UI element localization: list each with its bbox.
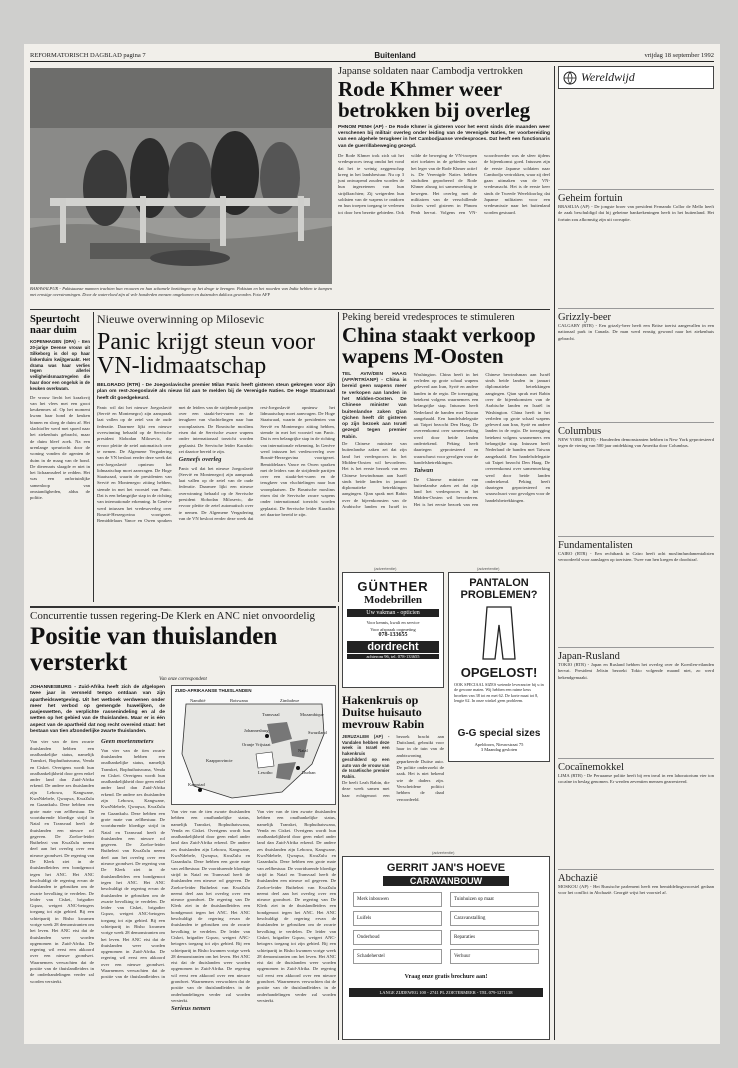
ad-solved: OPGELOST! [460, 665, 538, 680]
speurtocht-headline: Speurtocht naar duim [30, 314, 80, 336]
sidebar-item-body: LIMA (RTR) - De Peruaanse politie heeft bij een inval in een laboratorium vier ton cocaïne in beslag genomen. Er werden zeventien mensen gearresteerd. [558, 773, 714, 785]
sidebar-item-body: BRASILIA (AP) - De jongste broer van president Fernando Collor de Mello heeft de zaak beschuldigd dat hij geheime bankrekeningen heeft in het buitenland. Het fortuin zou afkomstig zijn uit corruptie. [558, 204, 714, 222]
sidebar-title: Wereldwijd [581, 70, 635, 84]
map-label: Lesotho [258, 770, 273, 775]
ad-item: Onderhoud [353, 930, 442, 945]
milosevic-article [97, 312, 335, 602]
sidebar-item [558, 422, 714, 532]
ad-town: dordrecht [347, 641, 439, 653]
flood-photo [30, 68, 332, 284]
sidebar-item-title: Columbus [558, 422, 714, 437]
speurtocht-intro: KOPENHAGEN (DPA) - Een 20-jarige Deense vrouw uit Silkeborg is dol op haar linkerduim kwijtgeraakt. Het drama was haar verlies tegen allerlei veiligheidsmaatregelen die haar door een ongeluk in de keuken overkwam. [30, 339, 90, 391]
ad-brand: GÜNTHER [357, 579, 429, 594]
photo-credit: Foto AFP [252, 291, 270, 297]
khmer-article [338, 66, 550, 306]
map-label: Botswana [230, 698, 248, 703]
ad-item: Schadeherstel [353, 949, 442, 964]
sidebar-item-title: Fundamentalisten [558, 536, 714, 551]
sidebar-item-body: TOKIO (RTR) - Japan en Rusland hebben het overleg over de Koerilen-eilanden hervat. President Jeltsin bezoekt Tokio volgende maand niet, zo werd bekendgemaakt. [558, 662, 714, 680]
milosevic-body: Panic wil dat het nieuwe Joegoslavië (Servië en Montenegro) zijn aanspraak laat vallen op de zetel van de oude federatie. Daarmee lijkt een nieuwe overwinning behaald op de Servische president Slobodan Milosevic, die ervoor pleitte de zetel automatisch over te nemen. De Algemene Vergadering van de VN besloot eerder deze week dat rest-Joegoslavië opnieuw het lidmaatschap moet aanvragen. De Hoge Staatsraad, waarin de presidenten van Servië en Montenegro zitting hebben, stemde in met het voorstel van Panic. Dat is een belangrijke stap in de richting van internationale erkenning. In Genève werd intussen het vredesoverleg over Bosnië-Herzegovina voortgezet. Bemiddelaars Vance en Owen spraken met de leiders van de strijdende partijen over een staakt-het-vuren en de terugkeer van vluchtelingen naar hun woonplaatsen. De Bosnische moslims eisen dat de Servische zware wapens onder internationaal toezicht worden geplaatst. De Servische leider Karadzic zei daartoe bereid te zijn. Geneefs overleg Panic wil dat het nieuwe Joegoslavië (Servië en Montenegro) zijn aanspraak laat vallen op de zetel van de oude federatie. Daarmee lijkt een nieuwe overwinning behaald op de Servische president Slobodan Milosevic, die ervoor pleitte de zetel automatisch over te nemen. De Algemene Vergadering van de VN besloot eerder deze week dat rest-Joegoslavië opnieuw het lidmaatschap moet aanvragen. De Hoge Staatsraad, waarin de presidenten van Servië en Montenegro zitting hebben, stemde in met het voorstel van Panic. Dat is een belangrijke stap in de richting van internationale erkenning. In Genève werd intussen het vredesoverleg over Bosnië-Herzegovina voortgezet. Bemiddelaars Vance en Owen spraken met de leiders van de strijdende partijen over een staakt-het-vuren en de terugkeer van vluchtelingen naar hun woonplaatsen. De Bosnische moslims eisen dat de Servische zware wapens onder internationaal toezicht worden geplaatst. De Servische leider Karadzic zei daartoe bereid te zijn. [97, 404, 335, 524]
rabin-article [342, 694, 444, 844]
sidebar-item-title: Geheim fortuin [558, 189, 714, 204]
khmer-intro: PHNOM PENH (AP) - De Rode Khmer is gisteren voor het eerst sinds drie maanden weer verschenen bij militair overleg onder leiding van de Verenigde Naties, ter voorbereiding van een algehele terugkeer in het Cambodjaanse vredesproces. Dat heeft een functionaris van de guerrillabeweging gezegd. [338, 124, 550, 149]
klerk-kicker: Concurrentie tussen regering-De Klerk en ANC niet onvoordelig [30, 610, 316, 622]
ad-text: OOK SPECIAAL SIZES wetende leverancier bij u in de gewone maten. Wij hebben een ruime keus broeken van 38 tot en met 62. De korte maat tot 8, lengte 62. In onze winkel geen probleem. [454, 682, 544, 704]
klerk-intro: JOHANNESBURG - Zuid-Afrika heeft zich de afgelopen twee jaar in versneld tempo ontdaan van zijn apartheidswetgeving. Uit het wetboek verdwenen onder meer het verbod op gemengde huwelijken, de pasjeswetten, de verplichte rassenindeling en al de wetten op het gebied van de thuislanden. Maar er is één aspect van de apartheid dat nog recht overeind staat: het bestaan van tien afzonderlijke zwarte thuislanden. [30, 685, 165, 735]
rabin-intro: JERUZALEM (AP) - Vandalen hebben deze week in Israël een hakenkruis geschilderd op een auto van de vrouw van de Israëlische premier Rabin. [342, 733, 390, 780]
ad-address: LANGE ZIJDEWEG 100 - 2741 PL ZOETERMEER - TEL 079-1271138 [349, 988, 543, 997]
sidebar-item-title: Abchazië [558, 869, 714, 884]
klerk-headline: Positie van thuislanden versterkt [30, 623, 278, 676]
klerk-subhead: Serieus nemen [171, 1005, 211, 1013]
paper-name: REFORMATORISCH DAGBLAD pagina 7 [30, 52, 146, 59]
china-intro: TEL AVIV/DEN HAAG (AFP/RTR/ANP) - China is bereid geen wapens meer te verkopen aan landen in het Midden-Oosten. De Chinese minister van buitenlandse zaken Qian Qichen heeft dit gisteren op zijn bezoek aan Israël gezegd tegen premier Rabin. [342, 371, 407, 440]
ad-address: achterom 96, tel. 078-133655 [347, 654, 439, 659]
homelands-map [171, 685, 336, 805]
ad-title: PANTALON PROBLEMEN? [460, 577, 538, 601]
map-label: Oranje Vrijstaat [242, 742, 271, 747]
page-header [30, 50, 714, 62]
map-label: Namibië [190, 698, 206, 703]
china-kicker: Peking bereid vredesproces te stimuleren [342, 312, 515, 323]
ad-address: 3 Maandag gesloten [480, 747, 518, 752]
sidebar-wereldwijd [558, 66, 714, 1038]
ad-sub: CARAVANBOUW [383, 876, 509, 886]
milosevic-intro: BELGRADO (RTR) - De Joegoslavische premier Milan Panic heeft gisteren steun gekregen voor zijn plan om rest-Joegoslavië als nieuw lid aan te melden bij de Verenigde Naties. De Hoge Staatsraad heeft dit goedgekeurd. [97, 382, 335, 401]
sidebar-item [558, 758, 714, 865]
ad-label: (advertentie) [374, 566, 397, 571]
ad-item: Reparaties [450, 930, 539, 945]
section-title: Buitenland [374, 51, 416, 60]
ad-brand: GERRIT JAN'S HOEVE [386, 862, 506, 874]
ad-footer: Vraag onze gratis brochure aan! [404, 974, 488, 980]
map-label: Transvaal [262, 712, 280, 717]
sidebar-item [558, 536, 714, 643]
ad-modebrillen[interactable] [342, 572, 444, 688]
sidebar-item-title: Japan-Rusland [558, 647, 714, 662]
klerk-body-left: Van vier van de tien zwarte thuislanden hebben een onafhankelijke status, namelijk Transkei, Bophuthatswana, Venda en Ciskei. Overigens wordt hun onafhankelijkheid door geen enkel ander land dan Zuid-Afrika erkend. De andere zes thuislanden zijn Lebowa, Kangwane, KwaNdebele, Qwaqwa, KwaZulu en Gazankulu. Deze hebben een grote mate van zelfbestuur. De voortdurende bloedige strijd in Natal en Transvaal heeft de thuislanden een nieuwe rol gegeven. De Zoeloe-leider Buthelezi van KwaZulu neemt deel aan het overleg over een nieuwe grondwet. De regering van De Klerk ziet in de thuislandleiders een bondgenoot tegen het ANC. Het ANC beschuldigt de regering ervan de thuislanden te gebruiken om de zwarte bevolking te verdelen. De leider van Ciskei, brigadier Gqozo, weigert ANC-betogers toegang tot zijn gebied. Bij een schietpartij in Bisho kwamen vorige week 28 demonstranten om het leven. Het ANC eist dat de thuislanden weer worden opgenomen in Zuid-Afrika. De regering wil eerst een akkoord over een nieuwe grondwet. Waarnemers verwachten dat de positie van de thuislandleiders in de onderhandelingen verder zal worden versterkt. Geen mortenmeters Van vier van de tien zwarte thuislanden hebben een onafhankelijke status, namelijk Transkei, Bophuthatswana, Venda en Ciskei. Overigens wordt hun onafhankelijkheid door geen enkel ander land dan Zuid-Afrika erkend. De andere zes thuislanden zijn Lebowa, Kangwane, KwaNdebele, Qwaqwa, KwaZulu en Gazankulu. Deze hebben een grote mate van zelfbestuur. De voortdurende bloedige strijd in Natal en Transvaal heeft de thuislanden een nieuwe rol gegeven. De Zoeloe-leider Buthelezi van KwaZulu neemt deel aan het overleg over een nieuwe grondwet. De regering van De Klerk ziet in de thuislandleiders een bondgenoot tegen het ANC. Het ANC beschuldigt de regering ervan de thuislanden te gebruiken om de zwarte bevolking te verdelen. De leider van Ciskei, brigadier Gqozo, weigert ANC-betogers toegang tot zijn gebied. Bij een schietpartij in Bisho kwamen vorige week 28 demonstranten om het leven. Het ANC eist dat de thuislanden weer worden opgenomen in Zuid-Afrika. De regering wil eerst een akkoord over een nieuwe grondwet. Waarnemers verwachten dat de positie van de thuislandleiders in [30, 738, 165, 984]
rabin-headline: Hakenkruis op Duitse huisauto mevrouw Rabin [342, 693, 425, 732]
ad-item: Merk inbouwen [353, 892, 442, 907]
sidebar-item-body: MOSKOU (AP) - Het Russische parlement heeft een bemiddelingsvoorstel gedaan voor het conflict in Abchazië. Georgië wijst het voorstel af. [558, 884, 714, 896]
milosevic-headline: Panic krijgt steun voor VN-lidmaatschap [97, 329, 315, 380]
khmer-body: De Rode Khmer trok zich uit het vredesproces terug omdat het vond dat het te weinig zeggenschap kreeg in het landsbestuur. Nu op 3 juni ontwapend zouden worden de hun ingezetenen van hun strijdkrachten; Zij weigerden hun soldaten van de wapens te ontdoen en hun troepen toegang te verlenen tot door hen bezette gebieden. Ook wilde de beweging de VN-troepen niet toelaten in de gebieden waar het leger van de Rode Khmer actief is. De Verenigde Naties hebben sindsdien geprobeerd de Rode Khmer alsnog tot samenwerking te bewegen. Het overleg met de militairen van de verschillende facties werd gisteren in Phnom Penh hervat. Volgens een VN-woordvoerder was de sfeer tijdens de bijeenkomst goed. Intussen zijn de eerste Japanse soldaten naar Cambodja vertrokken, waar zij deel gaan uitmaken van de VN-vredesmacht. Het is de eerste keer sinds de Tweede Wereldoorlog dat Japanse militairen voor een vredesmissie naar het buitenland worden gestuurd. [338, 153, 550, 215]
ad-brand: G-G special sizes [457, 728, 541, 739]
klerk-subhead: Geen mortenmeters [101, 738, 154, 746]
sidebar-item-body: NEW YORK (RTR) - Honderden demonstranten hebben in New York geprotesteerd tegen de viering van 500 jaar ontdekking van Amerika door Columbus. [558, 437, 714, 449]
newspaper-page [24, 44, 720, 1044]
ad-tag: Uw vakman - opticien [347, 609, 439, 617]
sidebar-item [558, 869, 714, 944]
map-label: Natal [298, 748, 308, 753]
map-label: Kaapstad [188, 782, 205, 787]
milosevic-kicker: Nieuwe overwinning op Milosevic [97, 312, 264, 326]
sidebar-item [558, 189, 714, 304]
ad-line: Voor kennis, kwali en service [366, 620, 420, 625]
ad-label: (advertentie) [477, 566, 500, 571]
ad-line: Voor afspraak oogmeting [370, 627, 416, 632]
china-subhead: Taiwan [413, 467, 434, 475]
ad-item: Luifels [353, 911, 442, 926]
sidebar-item-title: Cocaïnemokkel [558, 758, 714, 773]
sidebar-item-body: CAIRO (RTR) - Een rechtbank in Caïro heeft acht moslimfundamentalisten veroordeeld voor aanslagen op toeristen. Twee van hen kregen de doodstraf. [558, 551, 714, 563]
sidebar-item-title: Grizzly-beer [558, 308, 714, 323]
map-label: Mozambique [300, 712, 324, 717]
sidebar-item [558, 308, 714, 418]
map-label: Kaapprovincie [206, 758, 233, 763]
trousers-icon [469, 603, 529, 663]
map-label: Durban [302, 770, 316, 775]
issue-date: vrijdag 18 september 1992 [644, 52, 714, 59]
ad-item: Verhuur [450, 949, 539, 964]
sidebar-item-body: CALGARY (RTR) - Een grizzly-beer heeft een Britse toerist aangevallen in een nationaal park in Canada. De man werd ernstig gewond naar het ziekenhuis gebracht. [558, 323, 714, 341]
china-article [342, 312, 550, 562]
speurtocht-body: De vrouw liecht het kraakvrij van het vlees met een groot keukenmes af. Op het moment kwam haar hond de keuken binnen en sloeg de duim af. Het slachtoffer werd met spoed naar het ziekenhuis gebracht, maar de duim bleef zoek. Na een urenlange speurtocht door de woning vonden de agenten de duim in de maag van de hond. De dierenarts slaagde er niet in het lichaamsdeel te redden. Het was een onfortuinlijke samenloop van omstandigheden, aldus de politie. [30, 394, 90, 501]
milosevic-subhead: Geneefs overleg [178, 456, 222, 464]
ad-item: Tuinhuizen op maat [450, 892, 539, 907]
photo-caption: BAHAWALPUR - Pakistaanse mannen trachten hun vrouwen en hun schamele bezittingen op het droge te brengen. Pakistan en het noorden van India hebben te kampen met ernstige overstromingen. Door de watervloed zijn al vele honderden mensen omgekomen en duizenden dakloos geworden. Foto AFP [30, 286, 332, 297]
map-label: Johannesburg [244, 728, 269, 733]
ad-item: Caravanstalling [450, 911, 539, 926]
map-label: Zimbabwe [280, 698, 300, 703]
map-title: ZUID-AFRIKAANSE THUISLANDEN [175, 688, 252, 693]
rabin-body: JERUZALEM (AP) - Vandalen hebben deze week in Israël een hakenkruis geschilderd op een auto van de vrouw van de Israëlische premier Rabin. De beelt Leah Rabin, die deze week samen met haar echtgenoot een bezoek bracht aan Duitsland, gebruikt voor haar in de tuin van de ambtswoning geparkeerde Duitse auto. De politie onderzoekt de zaak. Het is niet bekend wie de daders zijn. Verscheidene politici hebben de daad veroordeeld. [342, 733, 444, 802]
khmer-headline: Rode Khmer weer betrokken bij overleg [338, 77, 531, 123]
klerk-body-right: Van vier van de tien zwarte thuislanden hebben een onafhankelijke status, namelijk Transkei, Bophuthatswana, Venda en Ciskei. Overigens wordt hun onafhankelijkheid door geen enkel ander land dan Zuid-Afrika erkend. De andere zes thuislanden zijn Lebowa, Kangwane, KwaNdebele, Qwaqwa, KwaZulu en Gazankulu. Deze hebben een grote mate van zelfbestuur. De voortdurende bloedige strijd in Natal en Transvaal heeft de thuislanden een nieuwe rol gegeven. De Zoeloe-leider Buthelezi van KwaZulu neemt deel aan het overleg over een nieuwe grondwet. De regering van De Klerk ziet in de thuislandleiders een bondgenoot tegen het ANC. Het ANC beschuldigt de regering ervan de thuislanden te gebruiken om de zwarte bevolking te verdelen. De leider van Ciskei, brigadier Gqozo, weigert ANC-betogers toegang tot zijn gebied. Bij een schietpartij in Bisho kwamen vorige week 28 demonstranten om het leven. Het ANC eist dat de thuislanden weer worden opgenomen in Zuid-Afrika. De regering wil eerst een akkoord over een nieuwe grondwet. Waarnemers verwachten dat de positie van de thuislandleiders in de onderhandelingen verder zal worden versterkt. Serieus nemen Van vier van de tien zwarte thuislanden hebben een onafhankelijke status, namelijk Transkei, Bophuthatswana, Venda en Ciskei. Overigens wordt hun onafhankelijkheid door geen enkel ander land dan Zuid-Afrika erkend. De andere zes thuislanden zijn Lebowa, Kangwane, KwaNdebele, Qwaqwa, KwaZulu en Gazankulu. Deze hebben een grote mate van zelfbestuur. De voortdurende bloedige strijd in Natal en Transvaal heeft de thuislanden een nieuwe rol gegeven. De Zoeloe-leider Buthelezi van KwaZulu neemt deel aan het overleg over een nieuwe grondwet. De regering van De Klerk ziet in de thuislandleiders een bondgenoot tegen het ANC. Het ANC beschuldigt de regering ervan de thuislanden te gebruiken om de zwarte bevolking te verdelen. De leider van Ciskei, brigadier Gqozo, weigert ANC-betogers toegang tot zijn gebied. Bij een schietpartij in Bisho kwamen vorige week 28 demonstranten om het leven. Het ANC eist dat de thuislanden weer worden opgenomen in Zuid-Afrika. De regering wil eerst een akkoord over een nieuwe grondwet. Waarnemers verwachten dat de positie van de thuislandleiders in de onderhandelingen verder zal worden versterkt. [171, 809, 336, 1013]
ad-pantalon[interactable] [448, 572, 550, 762]
khmer-kicker: Japanse soldaten naar Cambodja vertrokken [338, 66, 523, 77]
ad-caravan[interactable] [342, 856, 550, 1040]
ad-label: (advertentie) [432, 850, 455, 855]
china-headline: China staakt verkoop wapens M-Oosten [342, 323, 536, 369]
china-body: TEL AVIV/DEN HAAG (AFP/RTR/ANP) - China is bereid geen wapens meer te verkopen aan landen in het Midden-Oosten. De Chinese minister van buitenlandse zaken Qian Qichen heeft dit gisteren op zijn bezoek aan Israël gezegd tegen premier Rabin. De Chinese minister van buitenlandse zaken zei dat zijn land het vredesproces in het Midden-Oosten wil bevorderen. Het is het eerste bezoek van een Chinese bewindsman aan Israël sinds beide landen in januari diplomatieke betrekkingen aangingen. Qian sprak met Rabin over de bijeenkomsten van de Arabische landen en Israël in Washington. China heeft in het verleden op grote schaal wapens geleverd aan Iran, Syrië en andere landen in de regio. De toezegging betekent volgens waarnemers een belangrijke stap. Intussen heeft Nederland de banden met Taiwan aangehaald. Een handelsdelegatie uit Taipei bezocht Den Haag. De overeenkomst over samenwerking werd door beide landen ondertekend. Peking heeft daartegen geprotesteerd en waarschuwt voor gevolgen voor de handelsbetrekkingen. Taiwan De Chinese minister van buitenlandse zaken zei dat zijn land het vredesproces in het Midden-Oosten wil bevorderen. Het is het eerste bezoek van een Chinese bewindsman aan Israël sinds beide landen in januari diplomatieke betrekkingen aangingen. Qian sprak met Rabin over de bijeenkomsten van de Arabische landen en Israël in Washington. China heeft in het verleden op grote schaal wapens geleverd aan Iran, Syrië en andere landen in de regio. De toezegging betekent volgens waarnemers een belangrijke stap. Intussen heeft Nederland de banden met Taiwan aangehaald. Een handelsdelegatie uit Taipei bezocht Den Haag. De overeenkomst over samenwerking werd door beide landen ondertekend. Peking heeft daartegen geprotesteerd en waarschuwt voor gevolgen voor de handelsbetrekkingen. [342, 371, 550, 510]
klerk-byline: Van onze correspondent [159, 677, 207, 682]
globe-icon [563, 71, 577, 85]
klerk-article [30, 610, 336, 1040]
ad-sub: Modebrillen [363, 594, 423, 606]
ad-phone: 078-133655 [378, 632, 408, 638]
sidebar-item [558, 647, 714, 754]
speurtocht-article [30, 312, 90, 602]
map-label: Swaziland [308, 730, 327, 735]
ad-address: Apeldoorn, Nieuwstraat 75 [474, 742, 524, 747]
